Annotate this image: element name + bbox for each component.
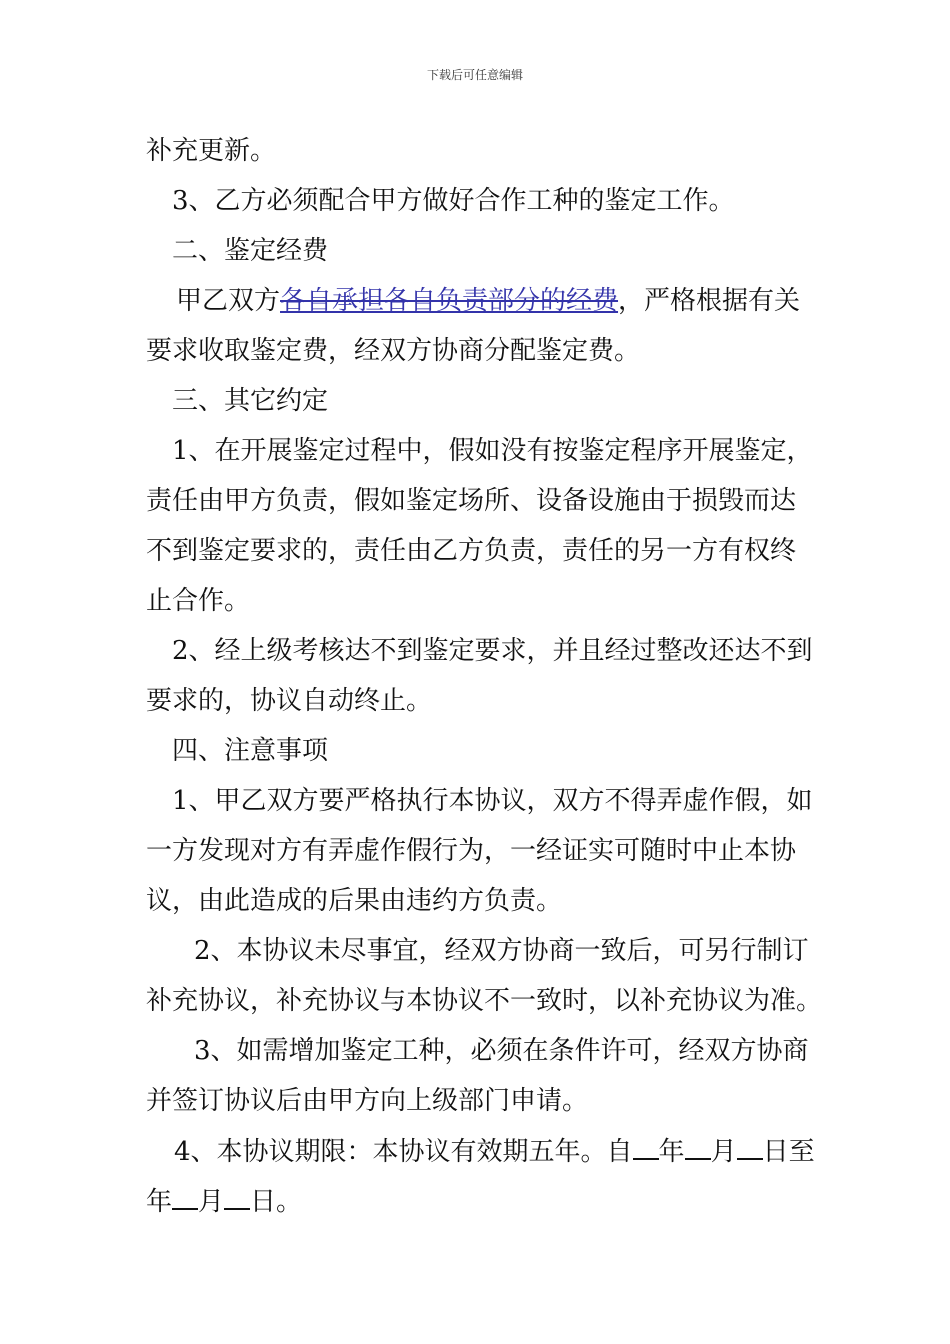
blank-field [224,1176,250,1210]
paragraph-line [146,1126,815,1176]
blank-field [633,1126,659,1160]
section-heading: 三、其它约定 [172,386,329,416]
paragraph-line: 1、在开展鉴定过程中，假如没有按鉴定程序开展鉴定， [172,436,813,466]
blank-field [737,1126,763,1160]
paragraph-line: 责任由甲方负责，假如鉴定场所、设备设施由于损毁而达 [146,486,797,516]
paragraph-line: 议，由此造成的后果由违约方负责。 [146,886,563,916]
text-span: 月 [198,1187,225,1217]
text-span: 年 [146,1187,173,1217]
paragraph-line: 3、如需增加鉴定工种，必须在条件许可，经双方协商 [194,1036,809,1066]
paragraph-line: 2、本协议未尽事宜，经双方协商一致后，可另行制订 [194,936,809,966]
paragraph-line: 要求的，协议自动终止。 [146,686,433,716]
text-span: 日至 [762,1137,815,1167]
paragraph-line: 一方发现对方有弄虚作假行为，一经证实可随时中止本协 [146,836,797,866]
text-span: 月 [710,1137,737,1167]
paragraph-line: 1、甲乙双方要严格执行本协议，双方不得弄虚作假，如 [172,786,813,816]
text-span: 甲乙双方 [176,286,281,316]
tracked-deletion: 各自承担各自负责部分的经费 [280,286,619,316]
paragraph-line [146,1176,810,1226]
blank-field [685,1126,711,1160]
section-heading: 二、鉴定经费 [172,236,329,266]
document-body [146,126,823,1226]
paragraph-line: 补充协议，补充协议与本协议不一致时，以补充协议为准。 [146,986,823,1016]
paragraph-line: 3、乙方必须配合甲方做好合作工种的鉴定工作。 [172,186,735,216]
text-span: ，严格根据有关 [618,286,801,316]
paragraph-line [146,276,810,326]
text-span: 日。 [250,1187,303,1217]
paragraph-line: 并签订协议后由甲方向上级部门申请。 [146,1086,589,1116]
blank-field [172,1176,198,1210]
text-span: 4、本协议期限：本协议有效期五年。自 [174,1137,633,1167]
paragraph-line: 不到鉴定要求的，责任由乙方负责，责任的另一方有权终 [146,536,797,566]
paragraph-line: 2、经上级考核达不到鉴定要求，并且经过整改还达不到 [172,636,813,666]
paragraph-line: 止合作。 [146,586,251,616]
page-header: 下载后可任意编辑 [426,68,523,82]
section-heading: 四、注意事项 [172,736,329,766]
paragraph-line: 补充更新。 [146,136,277,166]
text-span: 年 [658,1137,685,1167]
paragraph-line: 要求收取鉴定费，经双方协商分配鉴定费。 [146,336,641,366]
